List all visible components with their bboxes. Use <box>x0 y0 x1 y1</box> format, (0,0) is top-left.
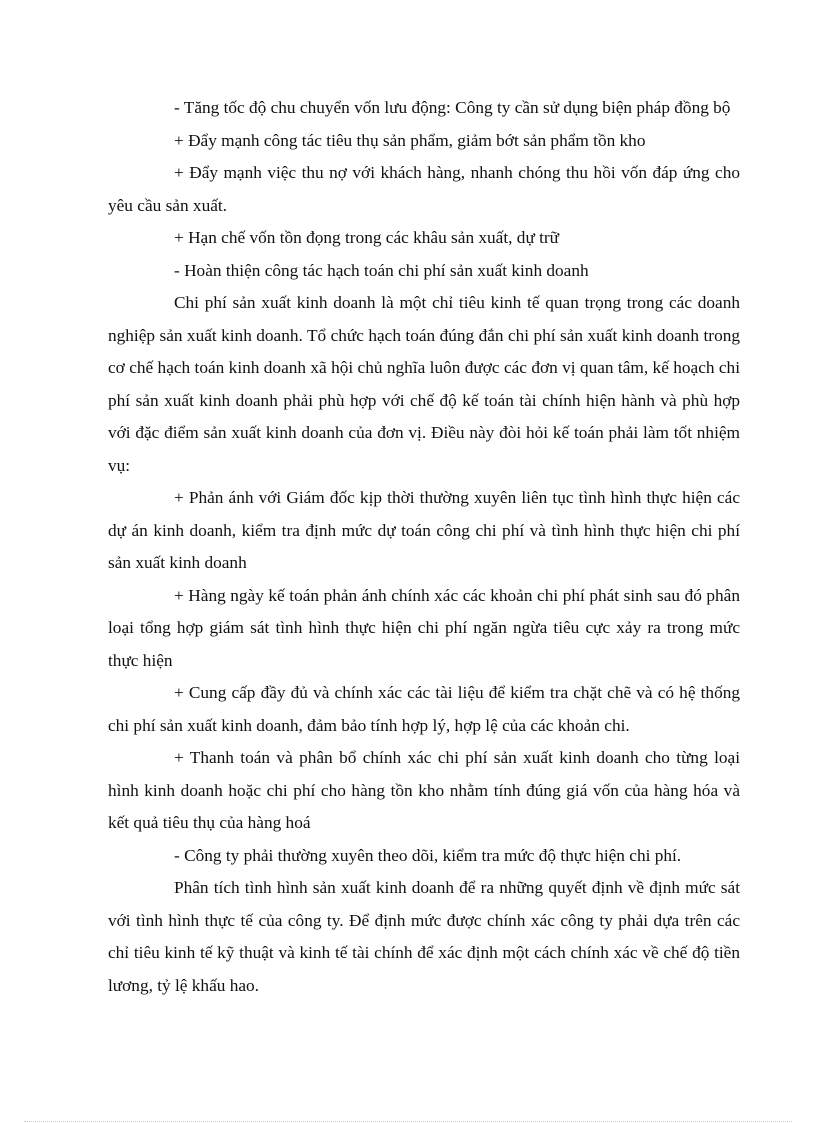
paragraph-cost-importance: Chi phí sản xuất kinh doanh là một chỉ tiêu kinh tế quan trọng trong các doanh nghiệp sản xuất kinh doanh. Tổ chức hạch toán đúng đắn chi phí sản xuất kinh doanh trong cơ chế hạch toán kinh doanh xã hội chủ nghĩa luôn được các đơn vị quan tâm, kế hoạch chi phí sản xuất kinh doanh phải phù hợp với chế độ kế toán tài chính hiện hành và phù hợp với đặc điểm sản xuất kinh doanh của đơn vị. Điều này đòi hỏi kế toán phải làm tốt nhiệm vụ: <box>108 293 740 475</box>
paragraph-analysis-norms: Phân tích tình hình sản xuất kinh doanh để ra những quyết định về định mức sát với tình hình thực tế của công ty. Để định mức được chính xác công ty phải dựa trên các chỉ tiêu kinh tế kỹ thuật và kinh tế tài chính để xác định một cách chính xác về chế độ tiền lương, tỷ lệ khấu hao. <box>108 878 740 995</box>
paragraph-provide-documents: + Cung cấp đầy đủ và chính xác các tài liệu để kiểm tra chặt chẽ và có hệ thống chi phí sản xuất kinh doanh, đảm bảo tính hợp lý, hợp lệ của các khoản chi. <box>108 683 740 735</box>
page-bottom-divider <box>24 1121 792 1122</box>
paragraph-monitor-costs: - Công ty phải thường xuyên theo dõi, kiểm tra mức độ thực hiện chi phí. <box>174 845 682 865</box>
paragraph-debt-collection: + Đẩy mạnh việc thu nợ với khách hàng, nhanh chóng thu hồi vốn đáp ứng cho yêu cầu sản xuất. <box>108 163 740 215</box>
paragraph-limit-stagnant-capital: + Hạn chế vốn tồn đọng trong các khâu sản xuất, dự trữ <box>174 228 560 247</box>
paragraph-working-capital: - Tăng tốc độ chu chuyển vốn lưu động: Công ty cần sử dụng biện pháp đồng bộ <box>174 98 731 117</box>
paragraph-boost-sales: + Đẩy mạnh công tác tiêu thụ sản phẩm, giảm bớt sản phẩm tồn kho <box>174 130 646 150</box>
paragraph-allocate-costs: + Thanh toán và phân bổ chính xác chi phí sản xuất kinh doanh cho từng loại hình kinh doanh hoặc chi phí cho hàng tồn kho nhằm tính đúng giá vốn của hàng hóa và kết quả tiêu thụ của hàng hoá <box>108 748 740 832</box>
paragraph-daily-accounting: + Hàng ngày kế toán phản ánh chính xác các khoản chi phí phát sinh sau đó phân loại tổng hợp giám sát tình hình thực hiện chi phí ngăn ngừa tiêu cực xảy ra trong mức thực hiện <box>108 585 740 670</box>
paragraph-improve-cost-accounting: - Hoàn thiện công tác hạch toán chi phí sản xuất kinh doanh <box>174 260 589 280</box>
paragraph-report-director: + Phản ánh với Giám đốc kịp thời thường xuyên liên tục tình hình thực hiện các dự án kinh doanh, kiểm tra định mức dự toán công chi phí và tình hình thực hiện chi phí sản xuất kinh doanh <box>108 488 740 572</box>
body-text <box>108 92 740 1002</box>
